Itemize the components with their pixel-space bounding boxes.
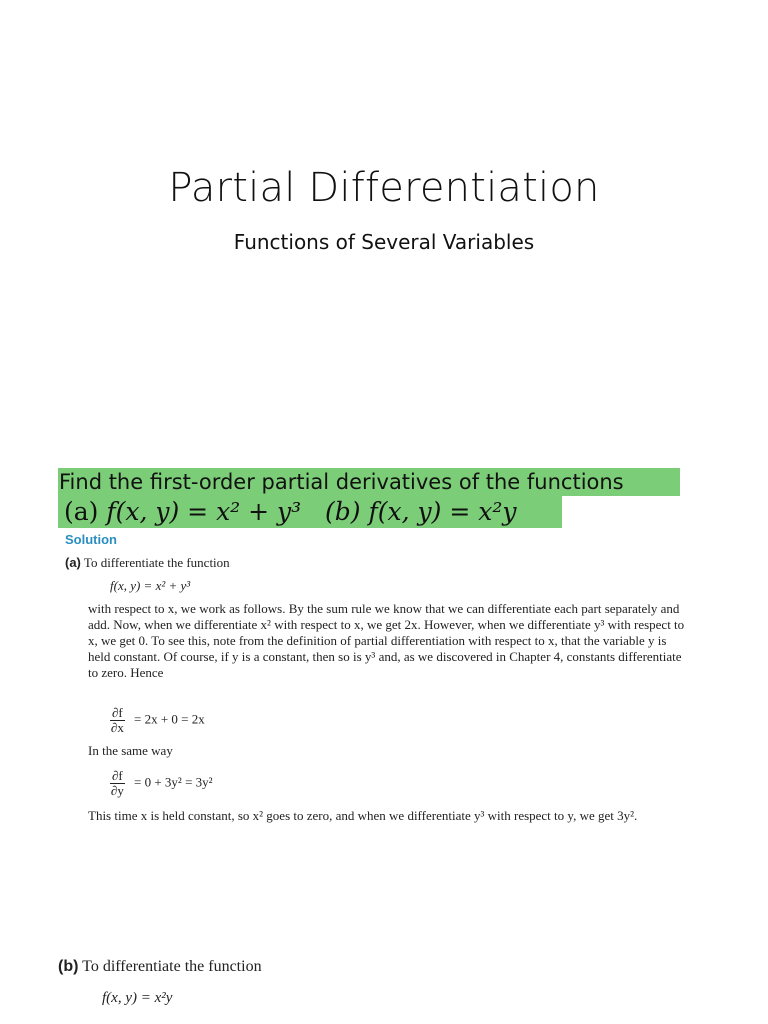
equation-rhs: = 0 + 3y² = 3y² [134, 774, 213, 790]
fraction-denominator: ∂x [110, 720, 124, 735]
question-b-label: (b) [325, 497, 369, 526]
fraction-dfdx [110, 706, 125, 735]
part-a-intro-text: To differentiate the function [83, 555, 230, 570]
question-line-2 [58, 496, 562, 528]
equation-rhs: = 2x + 0 = 2x [134, 711, 205, 727]
question-a-label: (a) [64, 497, 107, 526]
fraction-numerator: ∂f [112, 705, 123, 720]
part-b-intro-text: To differentiate the function [82, 958, 262, 975]
part-a-paragraph-2: This time x is held constant, so x² goes to zero, and when we differentiate y³ with respect to y, we get 3y². [88, 808, 638, 823]
question-a-expr: f(x, y) = x² + y³ [106, 497, 302, 526]
question-b-expr: f(x, y) = x²y [368, 497, 517, 526]
slide-title: Partial Differentiation [168, 165, 600, 211]
slide-subtitle: Functions of Several Variables [233, 230, 535, 254]
solution-heading: Solution [65, 532, 117, 547]
fraction-denominator: ∂y [110, 783, 124, 798]
part-b-intro [58, 958, 262, 976]
question-line-1: Find the first-order partial derivatives of the functions [58, 468, 680, 496]
equation-dfdx [110, 706, 205, 735]
fraction-dfdy [110, 769, 125, 798]
part-a-paragraph-1: with respect to x, we work as follows. By the sum rule we know that we can differentiate each part separately and add. Now, when we differentiate x² with respect to x, we get 2x. However, when we differentiate y³ with respect to x, we get 0. To see this, note from the definition of partial differentiation with respect to x, that the variable y is held constant. Of course, if y is a constant, then so is y³ and, as we discovered in Chapter 4, constants differentiate to zero. Hence [88, 601, 685, 680]
same-way-text: In the same way [88, 743, 173, 758]
part-a-label: (a) [65, 555, 81, 570]
part-b-label: (b) [58, 958, 79, 975]
part-a-function: f(x, y) = x² + y³ [110, 578, 191, 593]
part-a-intro [65, 555, 665, 571]
part-b-function: f(x, y) = x²y [102, 990, 173, 1006]
equation-dfdy [110, 769, 213, 798]
fraction-numerator: ∂f [112, 768, 123, 783]
